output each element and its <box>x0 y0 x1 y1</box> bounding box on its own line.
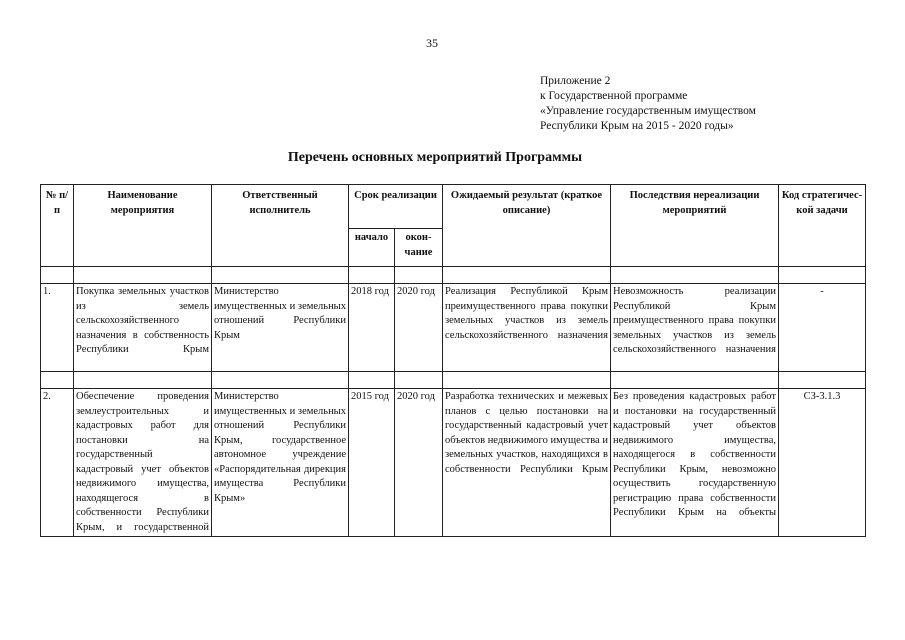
row-consequences: Невозможность реализации Республикой Крым преимущественного права покупки земельных участков из земель сельскохозяйственного назначения <box>611 284 779 372</box>
header-name: Наименование мероприятия <box>74 185 212 267</box>
row-executor: Министерство имущественных и земельных отношений Республики Крым, государственное автономное учреждение «Распорядительная дирекция имущества Республики Крым» <box>212 389 349 537</box>
spacer-row <box>41 372 866 389</box>
header-end: окон-чание <box>395 229 443 267</box>
row-consequences: Без проведения кадастровых работ и постановки на государственный кадастровый учет объектов недвижимого имущества, находящегося в собственности Республики Крым, невозможно осуществить государственную регистрацию права собственности Республики Крым на объекты <box>611 389 779 537</box>
row-result: Разработка технических и межевых планов с целью постановки на государственный кадастровый учет объектов недвижимого имущества и земельных участков, находящихся в собственности Республики Крым <box>443 389 611 537</box>
row-start: 2018 год <box>349 284 395 372</box>
row-executor: Министерство имущественных и земельных отношений Республики Крым <box>212 284 349 372</box>
annex-line: Приложение 2 <box>540 75 611 87</box>
annex-line: к Государственной программе <box>540 90 688 102</box>
page-number: 35 <box>426 36 438 50</box>
row-result: Реализация Республикой Крым преимущественного права покупки земельных участков из земель сельскохозяйственного назначения <box>443 284 611 372</box>
header-start: начало <box>349 229 395 267</box>
header-executor: Ответственный исполнитель <box>212 185 349 267</box>
header-row <box>41 185 866 229</box>
row-name: Обеспечение проведения землеустроительных и кадастровых работ для постановки на государственный кадастровый учет объектов недвижимого имущества, находящегося в собственности Республики Крым, и государственной <box>74 389 212 537</box>
row-start: 2015 год <box>349 389 395 537</box>
header-result: Ожидаемый результат (краткое описание) <box>443 185 611 267</box>
header-consequences: Последствия нереализации мероприятий <box>611 185 779 267</box>
row-name: Покупка земельных участков из земель сельскохозяйственного назначения в собственность Республики Крым <box>74 284 212 372</box>
table-row <box>41 389 866 537</box>
row-end: 2020 год <box>395 284 443 372</box>
annex-line: «Управление государственным имуществом <box>540 105 756 117</box>
table-row <box>41 284 866 372</box>
document-title: Перечень основных мероприятий Программы <box>287 150 583 165</box>
row-code: - <box>779 284 866 372</box>
activities-table <box>40 184 866 537</box>
row-code: СЗ-3.1.3 <box>779 389 866 537</box>
row-end: 2020 год <box>395 389 443 537</box>
header-term: Срок реализации <box>349 185 443 229</box>
annex-line: Республики Крым на 2015 - 2020 годы» <box>540 120 734 132</box>
header-code: Код стратегичес-кой задачи <box>779 185 866 267</box>
row-num: 2. <box>41 389 74 537</box>
header-num: № п/п <box>41 185 74 267</box>
annex-block <box>540 74 880 134</box>
spacer-row <box>41 267 866 284</box>
row-num: 1. <box>41 284 74 372</box>
